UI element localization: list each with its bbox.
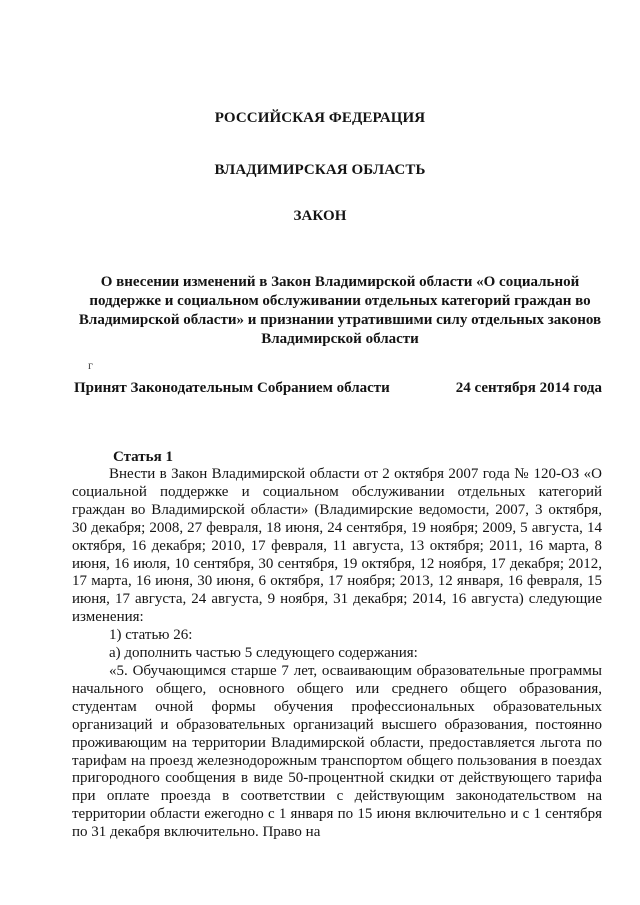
document-type-heading: ЗАКОН [293, 208, 347, 224]
article-heading: Статья 1 [113, 449, 173, 465]
adopted-by: Принят Законодательным Собранием области [74, 380, 390, 396]
item-1: 1) статью 26: [109, 627, 193, 644]
adoption-date: 24 сентября 2014 года [455, 380, 602, 396]
region-heading: ВЛАДИМИРСКАЯ ОБЛАСТЬ [214, 162, 426, 178]
article-body [72, 466, 602, 842]
margin-mark: г [88, 358, 93, 372]
article-intro-paragraph: Внести в Закон Владимирской области от 2 октября 2007 года № 120-ОЗ «О социальной поддержке и социальном обслуживании отдельных категорий граждан во Владимирской области» (Владимирские ведомости, 2007, 3 октября, 30 декабря; 2008, 27 февраля, 18 июня, 24 сентября, 19 ноября; 2009, 5 августа, 14 октября, 16 декабря; 2010, 17 февраля, 11 августа, 13 октября; 2011, 16 марта, 8 июня, 16 июля, 10 сентября, 30 сентября, 19 октября, 12 ноября, 17 декабря; 2012, 17 марта, 16 июня, 30 июня, 6 октября, 17 ноября; 2013, 12 января, 16 февраля, 15 июня, 17 августа, 24 августа, 9 ноября, 31 декабря; 2014, 16 августа) следующие изменения: [72, 466, 602, 626]
law-title: О внесении изменений в Закон Владимирской области «О социальной поддержке и социальном обслуживании отдельных категорий граждан во Владимирской области» и признании утратившими силу отдельных законов Владимирской области [78, 274, 602, 347]
federation-heading: РОССИЙСКАЯ ФЕДЕРАЦИЯ [214, 110, 426, 126]
quoted-part-5: «5. Обучающимся старше 7 лет, осваивающим образовательные программы начального общего, основного общего или среднего общего образования, студентам очной формы обучения профессиональных образовательных организаций и образовательных организаций высшего образования, постоянно проживающим на территории Владимирской области, предоставляется льгота по тарифам на проезд железнодорожным транспортом общего пользования в поездах пригородного сообщения в виде 50-процентной скидки от действующего тарифа при оплате проезда в соответствии с действующим законодательством на территории области ежегодно с 1 января по 15 июня включительно и с 1 сентября по 31 декабря включительно. Право на [72, 662, 602, 841]
adoption-line [74, 380, 602, 397]
item-1a: а) дополнить частью 5 следующего содержания: [109, 645, 418, 662]
